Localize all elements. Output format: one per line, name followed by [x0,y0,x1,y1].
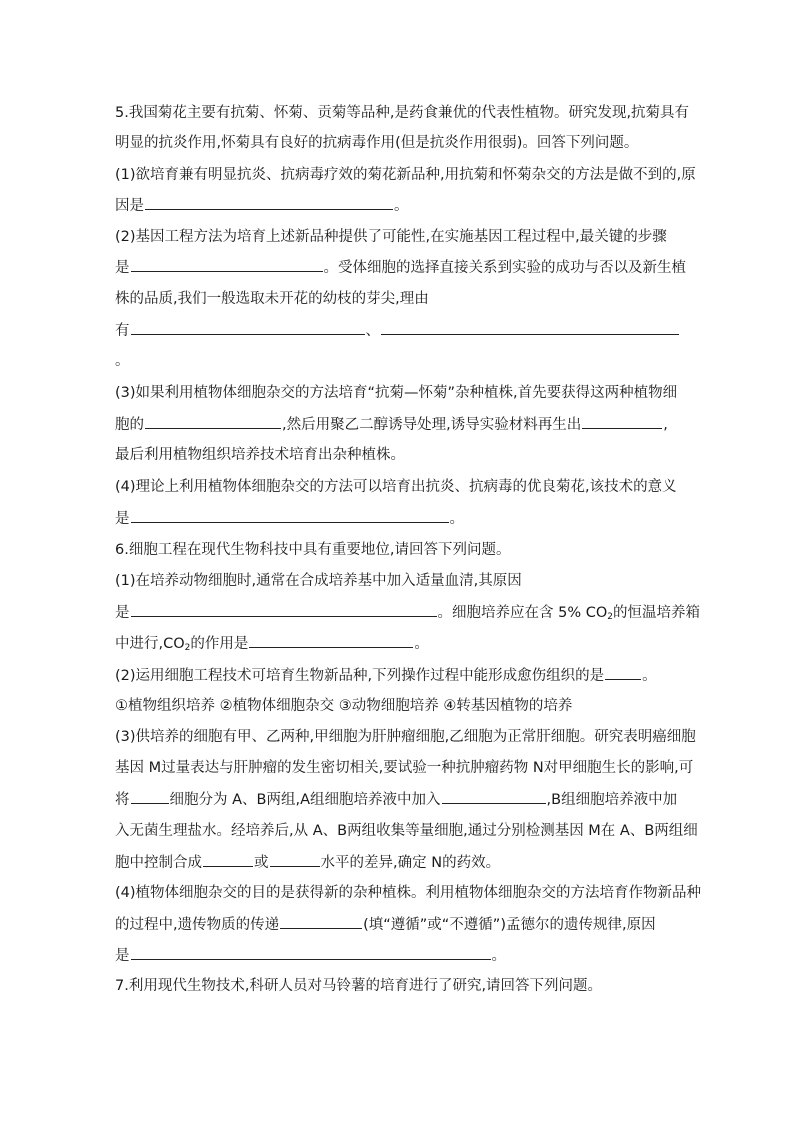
q5-part1-line1: (1)欲培育兼有明显抗炎、抗病毒疗效的菊花新品种,用抗菊和怀菊杂交的方法是做不到的,原 [115,167,696,183]
q6-part1-line1: (1)在培养动物细胞时,通常在合成培养基中加入适量血清,其原因 [115,573,522,589]
q5-part3-blank-2[interactable] [582,415,662,429]
q6-part2-options: ①植物组织培养 ②植物体细胞杂交 ③动物细胞培养 ④转基因植物的培养 [115,698,573,714]
q5-part3-line2: 胞的 ,然后用聚乙二醇诱导处理,诱导实验材料再生出 , [115,417,668,433]
q6-part3-product-blank-2[interactable] [270,853,320,867]
q6-part3-cell-blank[interactable] [131,790,169,804]
q6-part4-follow-blank[interactable] [280,915,362,929]
q5-part4-blank[interactable] [131,509,449,523]
q6-part1-line3: 中进行$,CO_2$的作用是 。 [115,636,429,653]
q6-part4-line3: 是 。 [115,948,506,964]
q6-part3-line5: 胞中控制合成 或 水平的差异,确定 N的药效。 [115,855,501,871]
q6-part3-line3: 将 细胞分为 A、B两组,A组细胞培养液中加入 ,B组细胞培养液中加 [115,792,678,808]
q5-part2-line3: 株的品质,我们一般选取未开花的幼枝的芽尖,理由 [115,291,429,307]
q5-part2-line4: 有 、 [115,321,680,340]
q7-stem: 7.利用现代生物技术,科研人员对马铃薯的培育进行了研究,请回答下列问题。 [115,978,603,994]
q5-part2-line5: 。 [115,353,130,369]
q5-stem-line2: 明显的抗炎作用,怀菊具有良好的抗病毒作用(但是抗炎作用很弱)。回答下列问题。 [115,135,639,151]
q5-part1-line2: 因是 。 [115,198,409,214]
q6-part3-line4: 入无菌生理盐水。经培养后,从 A、B两组收集等量细胞,通过分别检测基因 M在 A、B两组细 [115,823,698,839]
q6-stem: 6.细胞工程在现代生物科技中具有重要地位,请回答下列问题。 [115,542,511,558]
q5-part2-reason-blank-2[interactable] [381,321,679,335]
q5-part4-line1: (4)理论上利用植物体细胞杂交的方法可以培育出抗炎、抗病毒的优良菊花,该技术的意义 [115,479,677,495]
q5-part3-line1: (3)如果利用植物体细胞杂交的方法培育“抗菊—怀菊”杂种植株,首先要获得这两种植物细 [115,385,678,401]
q6-part1-serum-reason-blank[interactable] [131,603,437,617]
q6-part2-answer-blank[interactable] [605,666,641,680]
q6-part3-drug-blank[interactable] [442,790,546,804]
q5-part1-blank[interactable] [145,196,393,210]
q6-part1-co2-blank[interactable] [249,634,413,648]
q5-part2-reason-blank-1[interactable] [131,321,365,335]
q6-part3-line1: (3)供培养的细胞有甲、乙两种,甲细胞为肝肿瘤细胞,乙细胞为正常肝细胞。研究表明癌细胞 [115,729,696,745]
q6-part4-reason-blank[interactable] [131,946,491,960]
q5-part2-line1: (2)基因工程方法为培育上述新品种提供了可能性,在实施基因工程过程中,最关键的步骤 [115,229,667,245]
q6-part4-line1: (4)植物体细胞杂交的目的是获得新的杂种植株。利用植物体细胞杂交的方法培育作物新品种 [115,885,702,901]
q5-part2-line2: 是 。受体细胞的选择直接关系到实验的成功与否以及新生植 [115,260,686,276]
q6-part3-line2: 基因 M过量表达与肝肿瘤的发生密切相关,要试验一种抗肿瘤药物 N对甲细胞生长的影响,可 [115,760,694,776]
q5-part3-line3: 最后利用植物组织培养技术培育出杂种植株。 [115,447,405,463]
q5-part4-line2: 是 。 [115,511,464,527]
q6-part3-product-blank-1[interactable] [203,853,253,867]
q5-part2-key-step-blank[interactable] [131,258,323,272]
q6-part2-line1: (2)运用细胞工程技术可培育生物新品种,下列操作过程中能形成愈伤组织的是 。 [115,668,657,684]
q5-stem-line1: 5.我国菊花主要有抗菊、怀菊、贡菊等品种,是药食兼优的代表性植物。研究发现,抗菊具有 [115,105,690,121]
q6-part4-line2: 的过程中,遗传物质的传递 (填“遵循”或“不遵循”)孟德尔的遗传规律,原因 [115,917,656,933]
q6-part1-line2: 是 。细胞培养应在含 5% $CO_2$的恒温培养箱 [115,605,700,622]
q5-part3-blank-1[interactable] [145,415,281,429]
